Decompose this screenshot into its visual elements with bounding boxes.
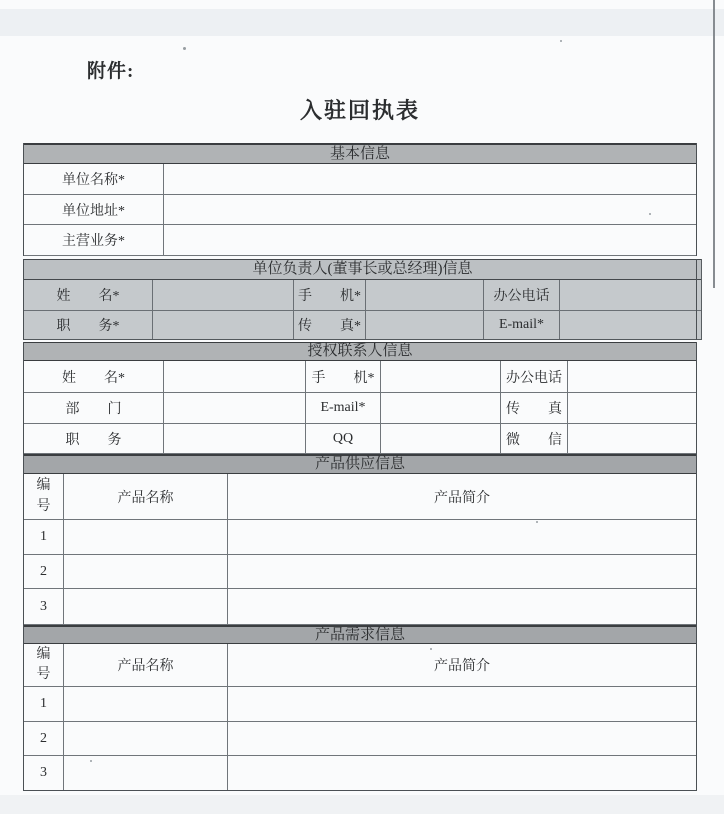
demand-row-3-no: 3 <box>24 756 64 790</box>
demand-row-2-desc <box>228 722 696 755</box>
section-header-contact-info: 授权联系人信息 <box>24 342 696 361</box>
supply-column-product-name: 产品名称 <box>64 474 228 519</box>
supply-column-no <box>24 474 64 519</box>
label-contact-department: 部 门 <box>24 393 164 423</box>
demand-row-3 <box>24 756 696 791</box>
label-contact-position: 职 务 <box>24 424 164 453</box>
supply-row-2-no: 2 <box>24 555 64 588</box>
row-main-business <box>24 225 696 256</box>
scan-speck <box>183 47 186 50</box>
supply-no-char-2: 号 <box>36 498 51 514</box>
supply-row-2 <box>24 555 696 589</box>
row-contact-department <box>24 393 696 424</box>
demand-column-no <box>24 644 64 686</box>
section-leader-info <box>23 259 702 340</box>
field-unit-name <box>164 164 696 194</box>
supply-row-1-no: 1 <box>24 520 64 554</box>
field-contact-position <box>164 424 306 453</box>
field-main-business <box>164 225 696 255</box>
label-contact-mobile: 手 机* <box>306 361 381 392</box>
section-header-product-supply: 产品供应信息 <box>24 454 696 474</box>
section-basic-info <box>23 143 697 256</box>
field-leader-fax <box>366 311 484 339</box>
label-unit-address: 单位地址* <box>24 195 164 224</box>
label-leader-position: 职 务* <box>24 311 153 339</box>
field-unit-address <box>164 195 696 224</box>
demand-row-3-desc <box>228 756 696 790</box>
section-header-product-demand: 产品需求信息 <box>24 625 696 644</box>
field-contact-wechat <box>568 424 696 453</box>
entry-receipt-form <box>23 143 697 791</box>
field-contact-office-phone <box>568 361 696 392</box>
table-right-border-overlay <box>696 259 697 340</box>
supply-no-char-1: 编 <box>36 478 51 494</box>
supply-row-1 <box>24 520 696 555</box>
section-product-supply <box>23 454 697 625</box>
demand-row-1-name <box>64 687 228 721</box>
supply-row-2-desc <box>228 555 696 588</box>
label-leader-office-phone: 办公电话 <box>484 280 560 310</box>
field-contact-name <box>164 361 306 392</box>
field-contact-email <box>381 393 501 423</box>
form-title: 入驻回执表 <box>299 98 420 123</box>
field-leader-office-phone <box>560 280 701 310</box>
demand-column-product-name: 产品名称 <box>64 644 228 686</box>
field-contact-mobile <box>381 361 501 392</box>
attachment-label: 附件: <box>87 61 135 82</box>
label-leader-fax: 传 真* <box>294 311 366 339</box>
row-leader-name <box>24 280 701 311</box>
demand-row-1-no: 1 <box>24 687 64 721</box>
scan-edge-line <box>713 0 715 288</box>
row-contact-name <box>24 361 696 393</box>
supply-row-2-name <box>64 555 228 588</box>
demand-row-3-name <box>64 756 228 790</box>
field-leader-position <box>153 311 294 339</box>
label-leader-mobile: 手 机* <box>294 280 366 310</box>
label-leader-email: E-mail* <box>484 311 560 339</box>
section-header-leader-info: 单位负责人(董事长或总经理)信息 <box>24 259 701 280</box>
field-leader-mobile <box>366 280 484 310</box>
section-contact-info <box>23 342 697 454</box>
label-contact-qq: QQ <box>306 424 381 453</box>
label-contact-email: E-mail* <box>306 393 381 423</box>
supply-row-3-no: 3 <box>24 589 64 624</box>
row-leader-position <box>24 311 701 340</box>
supply-row-1-name <box>64 520 228 554</box>
scan-tint-band-top <box>0 9 724 36</box>
supply-row-3-desc <box>228 589 696 624</box>
label-contact-office-phone: 办公电话 <box>501 361 568 392</box>
label-leader-name: 姓 名* <box>24 280 153 310</box>
demand-column-product-desc: 产品简介 <box>434 659 490 674</box>
field-leader-email <box>560 311 701 339</box>
label-main-business: 主营业务* <box>24 225 164 255</box>
demand-no-char-1: 编 <box>36 646 51 662</box>
scan-speck <box>560 40 562 42</box>
supply-row-3-name <box>64 589 228 624</box>
demand-column-header-row <box>24 644 696 687</box>
demand-row-2-name <box>64 722 228 755</box>
field-contact-fax <box>568 393 696 423</box>
supply-column-header-row <box>24 474 696 520</box>
field-contact-department <box>164 393 306 423</box>
row-contact-position <box>24 424 696 454</box>
field-contact-qq <box>381 424 501 453</box>
supply-row-3 <box>24 589 696 625</box>
scan-tint-band-bottom <box>0 795 724 814</box>
supply-column-product-desc: 产品简介 <box>434 490 490 506</box>
section-header-basic-info: 基本信息 <box>24 143 696 164</box>
row-unit-name <box>24 164 696 195</box>
label-contact-fax: 传 真 <box>501 393 568 423</box>
row-unit-address <box>24 195 696 225</box>
label-contact-name: 姓 名* <box>24 361 164 392</box>
demand-no-char-2: 号 <box>36 667 51 682</box>
label-unit-name: 单位名称* <box>24 164 164 194</box>
label-contact-wechat: 微 信 <box>501 424 568 453</box>
supply-row-1-desc <box>228 520 696 554</box>
section-product-demand <box>23 625 697 791</box>
demand-row-2 <box>24 722 696 756</box>
demand-row-2-no: 2 <box>24 722 64 755</box>
demand-row-1 <box>24 687 696 722</box>
field-leader-name <box>153 280 294 310</box>
demand-row-1-desc <box>228 687 696 721</box>
